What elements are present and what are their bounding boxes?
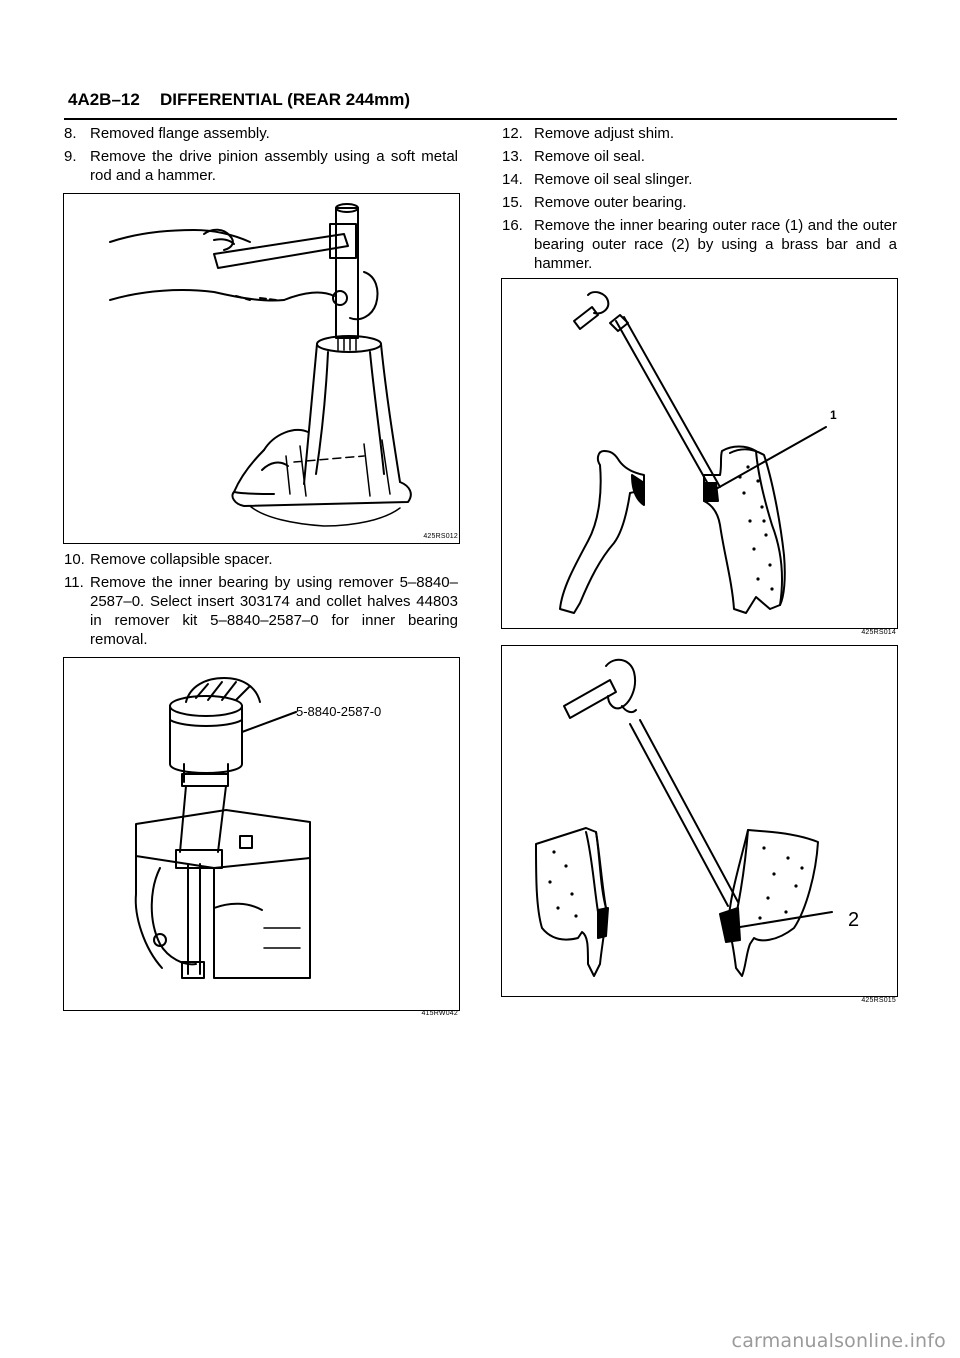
outer-race-removal-illustration xyxy=(502,646,897,996)
figure-bearing-remover xyxy=(63,657,460,1017)
step-text: Remove oil seal. xyxy=(534,148,645,165)
callout-1-label: 1 xyxy=(830,408,837,422)
step-8: 8. Removed flange assembly. xyxy=(64,125,270,142)
figure-code: 415RW042 xyxy=(421,1010,458,1017)
step-11: 11. Remove the inner bearing by using remover 5–8840–2587–0. Select insert 303174 and collet halves 44803 in remover kit 5–8840–2587–0 for inner bearing removal. xyxy=(64,574,458,648)
step-text: Remove oil seal slinger. xyxy=(534,171,693,188)
right-steps xyxy=(502,124,897,277)
callout-2-label: 2 xyxy=(848,909,860,931)
figure-pinion-removal xyxy=(63,193,460,544)
step-16: 16. Remove the inner bearing outer race (1) and the outer bearing outer race (2) by using a brass bar and a hammer. xyxy=(502,217,897,272)
step-text: Remove adjust shim. xyxy=(534,125,675,142)
step-13: 13. Remove oil seal. xyxy=(502,148,645,165)
figure-inner-race-removal xyxy=(501,278,898,636)
inner-race-removal-illustration xyxy=(502,279,897,628)
step-12: 12. Remove adjust shim. xyxy=(502,125,675,142)
left-steps-top xyxy=(64,124,458,189)
figure-outer-race-removal xyxy=(501,645,898,1004)
section-number: 4A2B–12 xyxy=(68,90,140,109)
step-15: 15. Remove outer bearing. xyxy=(502,194,687,211)
tool-number-label: 5-8840-2587-0 xyxy=(296,704,382,719)
step-text: Remove the inner bearing by using remover 5–8840–2587–0. Select insert 303174 and collet halves 44803 in remover kit 5–8840–2587–0 for inner bearing removal. xyxy=(90,574,458,648)
left-steps-bottom xyxy=(64,550,458,653)
pinion-removal-illustration xyxy=(64,194,459,543)
page-header xyxy=(64,88,897,120)
step-10: 10. Remove collapsible spacer. xyxy=(64,551,273,568)
figure-code: 425RS014 xyxy=(861,629,896,636)
watermark: carmanualsonline.info xyxy=(731,1330,946,1352)
figure-code: 425RS012 xyxy=(423,533,458,540)
section-title: DIFFERENTIAL (REAR 244mm) xyxy=(160,90,410,109)
step-text: Remove the drive pinion assembly using a soft metal rod and a hammer. xyxy=(90,148,458,184)
bearing-remover-illustration xyxy=(64,658,459,1010)
figure-code: 425RS015 xyxy=(861,997,896,1004)
step-text: Remove outer bearing. xyxy=(534,194,687,211)
step-text: Remove the inner bearing outer race (1) and the outer bearing outer race (2) by using a brass bar and a hammer. xyxy=(534,217,897,272)
step-text: Removed flange assembly. xyxy=(90,125,270,142)
step-text: Remove collapsible spacer. xyxy=(90,551,273,568)
step-9: 9. Remove the drive pinion assembly using a soft metal rod and a hammer. xyxy=(64,148,458,184)
step-14: 14. Remove oil seal slinger. xyxy=(502,171,693,188)
